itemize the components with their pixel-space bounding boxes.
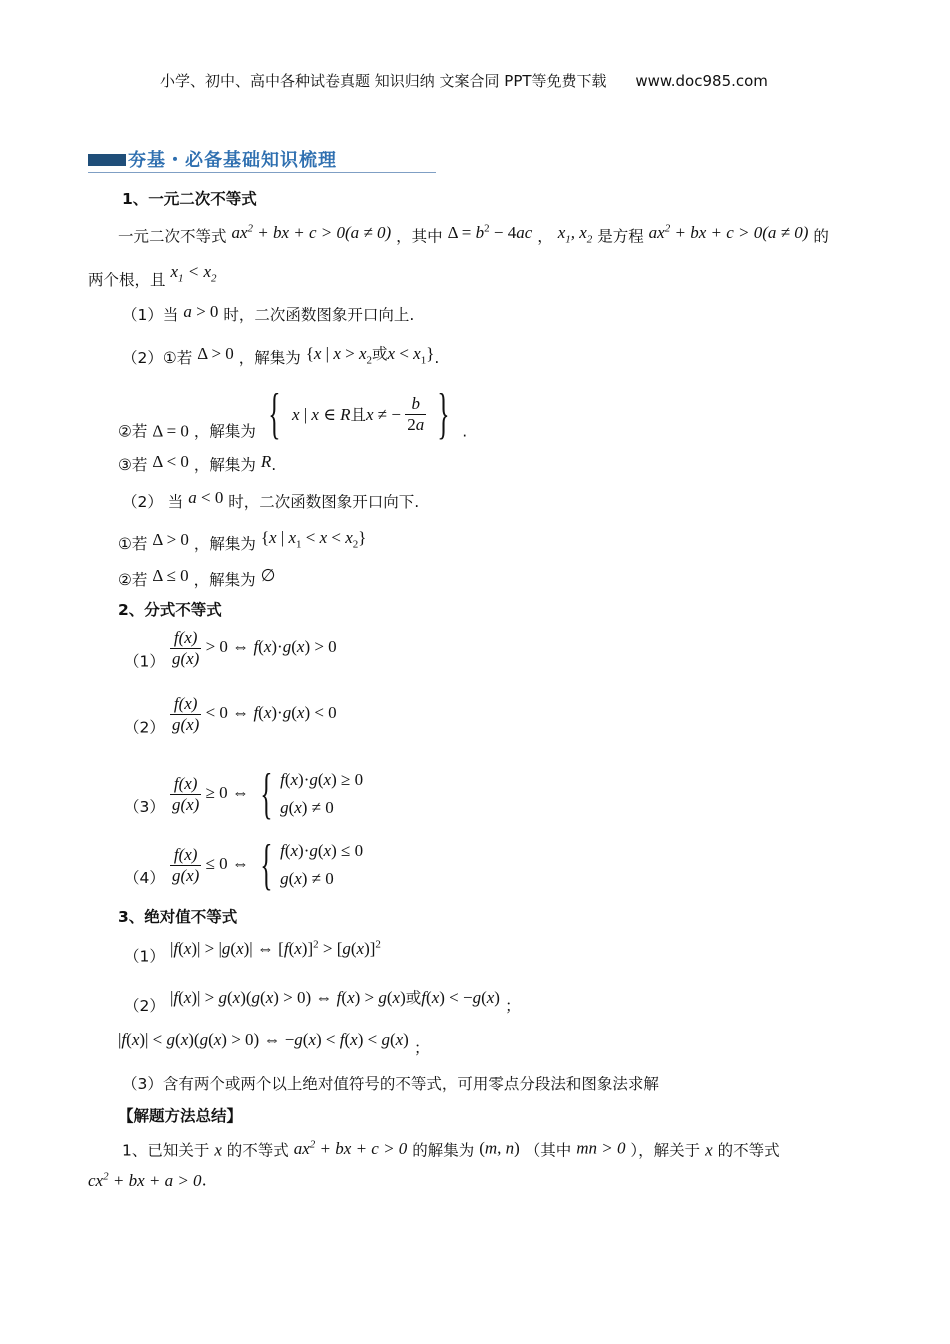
header-url[interactable]: www.doc985.com bbox=[635, 72, 768, 90]
page-header bbox=[160, 70, 768, 91]
s2-item-1: （1） $\frac{f(x)}{g(x)}$ > 0 ⇔ f(x)·g(x) > 0 bbox=[124, 628, 337, 671]
s1-case-delta-negative: ③若 Δ < 0 ，解集为 R. bbox=[118, 452, 277, 474]
header-text: 小学、初中、高中各种试卷真题 知识归纳 文案合同 PPT等免费下载 bbox=[160, 72, 607, 90]
s3-item-1: （1） |f(x)| > |g(x)| ⇔ $[f(x)]^2 > [g(x)]^2$ bbox=[124, 938, 381, 966]
s3-item-4: （3）含有两个或两个以上绝对值符号的不等式，可用零点分段法和图象法求解 bbox=[122, 1075, 659, 1093]
section-1-title: 1、一元二次不等式 bbox=[122, 190, 257, 208]
s2-item-3: （3） $\frac{f(x)}{g(x)}$ ≥ 0 ⇔ { f(x)·g(x) ≥ 0 g(x) ≠ 0 bbox=[124, 763, 364, 825]
section-banner-title: 夯基・必备基础知识梳理 bbox=[128, 150, 337, 171]
s3-item-2: （2） |f(x)| > g(x)(g(x) > 0) ⇔ f(x) > g(x)或f(x) < −g(x) ； bbox=[124, 988, 521, 1015]
banner-bar bbox=[88, 154, 126, 166]
s1-case-neg-delta-positive: ①若 Δ > 0 ，解集为 {x | $x_1 < x < x_2$} bbox=[118, 528, 367, 553]
summary-problem-1-target: $cx^2$ + bx + a > 0. bbox=[88, 1170, 207, 1190]
s1-case-neg-delta-nonpositive: ②若 Δ ≤ 0 ，解集为 ∅ bbox=[118, 566, 276, 589]
s3-item-3: |f(x)| < g(x)(g(x) > 0) ⇔ −g(x) < f(x) < g(x) ； bbox=[118, 1030, 430, 1057]
s1-case-a-negative: （2） 当 a < 0 时，二次函数图象开口向下. bbox=[122, 488, 420, 511]
s1-case-delta-zero: ②若 Δ = 0 ，解集为 { x | x ∈ R且x ≠ − $\frac{b}{2a}$ } . bbox=[118, 383, 468, 445]
summary-problem-1: 1、已知关于 x 的不等式 $ax^2$ + bx + c > 0 的解集为 (m, n) （其中 mn > 0 ），解关于 x 的不等式 bbox=[122, 1138, 780, 1160]
s2-item-2: （2） $\frac{f(x)}{g(x)}$ < 0 ⇔ f(x)·g(x) < 0 bbox=[124, 694, 337, 737]
s1-intro-line2: 两个根，且 $x_1 < x_2$ bbox=[88, 262, 217, 289]
section-3-title: 3、绝对值不等式 bbox=[118, 908, 238, 926]
s1-case-delta-positive: （2）①若 Δ > 0 ，解集为 {x | $x > x_2$或$x < x_1$}. bbox=[122, 344, 440, 367]
s2-item-4: （4） $\frac{f(x)}{g(x)}$ ≤ 0 ⇔ { f(x)·g(x) ≤ 0 g(x) ≠ 0 bbox=[124, 834, 364, 896]
s1-intro-line: 一元二次不等式 $ax^2$ + bx + c > 0(a ≠ 0) ，其中 $\Delta = b^2 - 4ac$ ， $x_1$, $x_2$ 是方程 $ax^2$ + bx + c > 0(a ≠ 0) 的 bbox=[118, 222, 829, 246]
s1-case-a-positive: （1）当 a > 0 时，二次函数图象开口向上. bbox=[122, 302, 415, 324]
summary-title: 【解题方法总结】 bbox=[118, 1107, 243, 1125]
section-2-title: 2、分式不等式 bbox=[118, 601, 222, 619]
banner-underline bbox=[88, 172, 436, 173]
